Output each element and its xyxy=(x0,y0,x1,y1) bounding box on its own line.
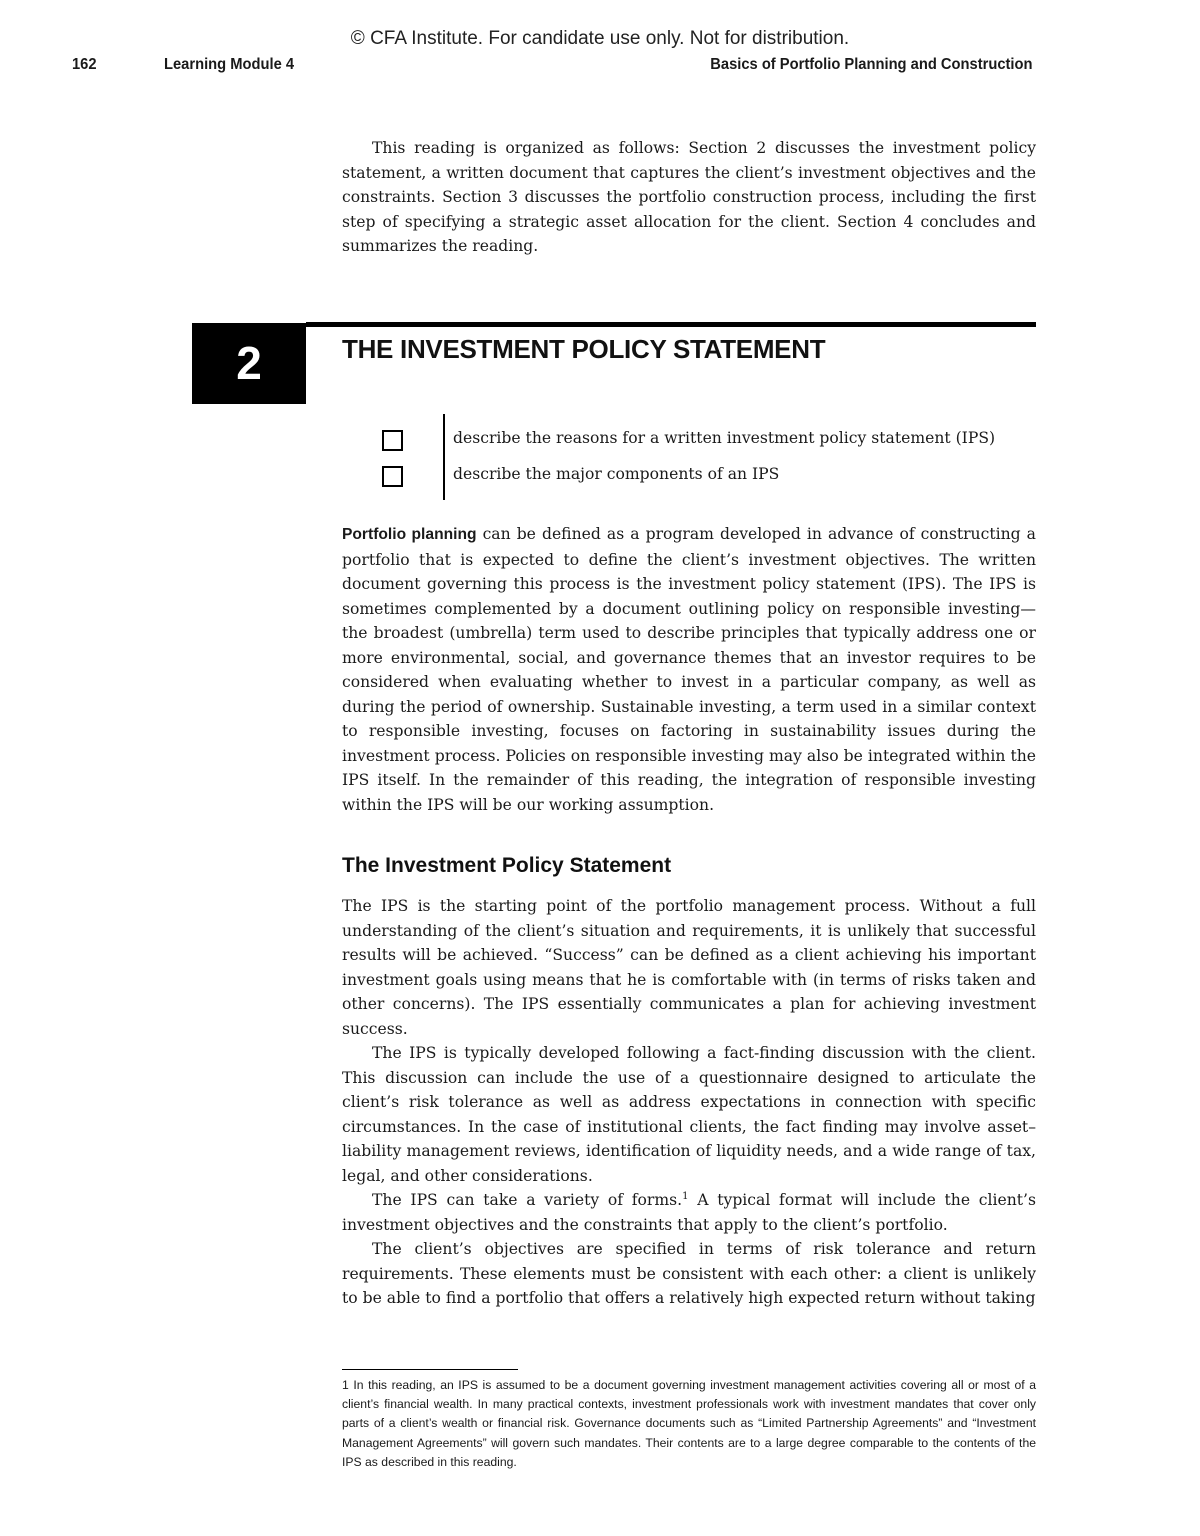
paragraph-text: A typical format will include the client’s investment objectives and the constraints that apply to the client’s portfolio. xyxy=(342,1191,1037,1234)
paragraph-text: The IPS can take a variety of forms. xyxy=(372,1191,683,1209)
running-header xyxy=(72,56,1033,78)
paragraph: The client’s objectives are specified in terms of risk tolerance and return requirements. These elements must be consistent with each other: a client is unlikely to be able to find a portfolio that offers a relatively high expected return without taking xyxy=(342,1240,1036,1307)
subsection-title: The Investment Policy Statement xyxy=(342,854,672,877)
section-title: THE INVESTMENT POLICY STATEMENT xyxy=(342,334,826,364)
footnote-rule xyxy=(342,1369,518,1370)
key-term: Portfolio planning xyxy=(342,526,477,543)
learning-outcomes-divider xyxy=(443,414,445,500)
module-label: Learning Module 4 xyxy=(164,56,295,73)
footnote-reference[interactable]: 1 xyxy=(682,1190,689,1202)
learning-outcome-text: describe the major components of an IPS xyxy=(453,465,780,483)
running-title: Basics of Portfolio Planning and Construction xyxy=(710,56,1033,73)
paragraph xyxy=(342,1188,1036,1237)
learning-outcome-text: describe the reasons for a written investment policy statement (IPS) xyxy=(453,429,996,447)
footnote: 1 In this reading, an IPS is assumed to be a document governing investment management activities covering all or most of a client’s financial wealth. In many practical contexts, investment professionals work with investment mandates that cover only parts of a client’s wealth or financial risk. Governance documents such as “Limited Partnership Agreements” and “Investment Management Agreements” will govern such mandates. Their contents are to a large degree comparable to the contents of the IPS as described in this reading. xyxy=(342,1378,1036,1469)
checkbox-icon[interactable] xyxy=(382,430,403,451)
intro-paragraph: This reading is organized as follows: Section 2 discusses the investment policy statement, a written document that captures the client’s investment objectives and the constraints. Section 3 discusses the portfolio construction process, including the first step of specifying a strategic asset allocation for the client. Section 4 concludes and summarizes the reading. xyxy=(342,139,1036,255)
section-rule xyxy=(306,322,1036,327)
portfolio-planning-paragraph xyxy=(342,522,1036,817)
checkbox-icon[interactable] xyxy=(382,466,403,487)
paragraph: The IPS is the starting point of the portfolio management process. Without a full understanding of the client’s situation and requirements, it is unlikely that successful results will be achieved. “Success” can be defined as a client achieving his important investment goals using means that he is comfortable with (in terms of risks taken and other concerns). The IPS essentially communicates a plan for achieving investment success. xyxy=(342,897,1036,1038)
paragraph-text: can be defined as a program developed in advance of constructing a portfolio that is expected to define the client’s investment objectives. The written document governing this process is the investment policy statement (IPS). The IPS is sometimes complemented by a document outlining policy on responsible investing—the broadest (umbrella) term used to describe principles that typically address one or more environmental, social, and governance themes that an investor requires to be considered when evaluating whether to invest in a particular company, as well as during the period of ownership. Sustainable investing, a term used in a similar context to responsible investing, focuses on factoring in sustainability issues during the investment process. Policies on responsible investing may also be integrated within the IPS itself. In the remainder of this reading, the integration of responsible investing within the IPS will be our working assumption. xyxy=(342,525,1036,814)
page-number: 162 xyxy=(72,56,97,73)
paragraph: The IPS is typically developed following a fact-finding discussion with the client. This discussion can include the use of a questionnaire designed to articulate the client’s risk tolerance as well as address expectations in connection with specific circumstances. In the case of institutional clients, the fact finding may involve asset–liability management reviews, identification of liquidity needs, and a wide range of tax, legal, and other considerations. xyxy=(342,1044,1036,1185)
copyright-watermark: © CFA Institute. For candidate use only. Not for distribution. xyxy=(350,28,850,49)
section-number-box: 2 xyxy=(192,323,306,404)
subsection-body xyxy=(342,894,1036,1311)
